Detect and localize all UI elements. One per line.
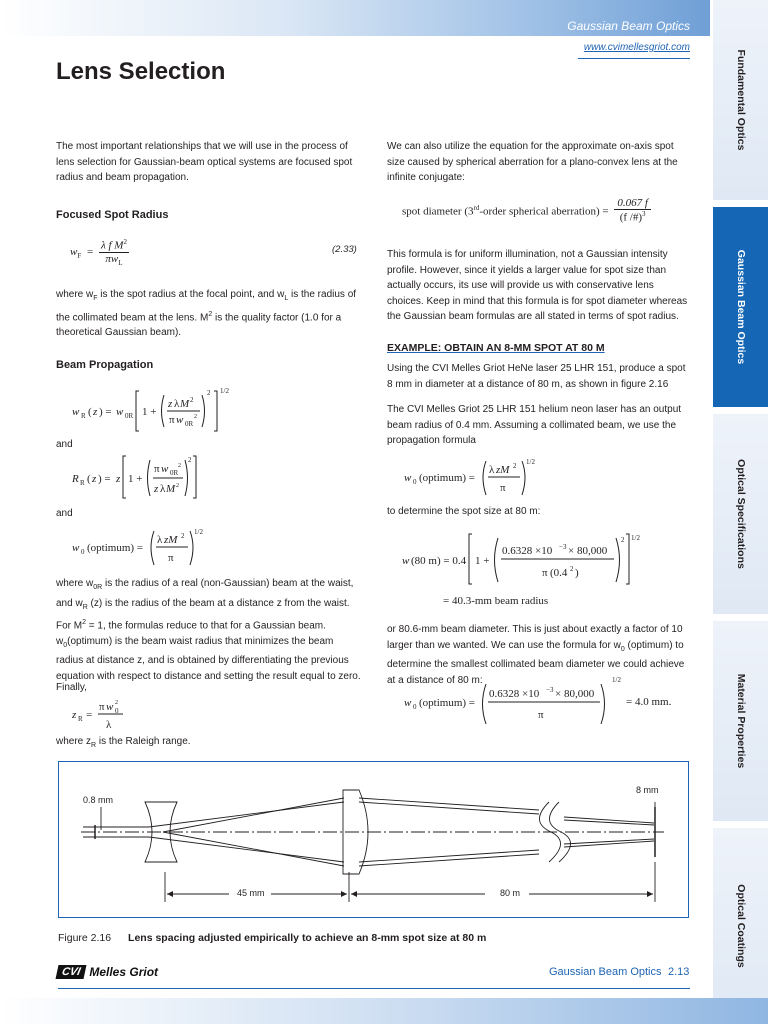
svg-text:w: w [116,406,124,418]
eq-denominator: πw [105,252,119,265]
and-text: and [56,508,73,519]
svg-text:× 80,000: × 80,000 [568,545,608,557]
svg-text:0R: 0R [170,469,179,477]
svg-text:−3: −3 [559,543,567,551]
svg-text:0R: 0R [185,420,194,428]
example-paragraph-2 [387,402,691,449]
equation-spot-at-80m [402,530,642,590]
equation-raleigh-range [70,694,130,734]
svg-text:0: 0 [81,548,85,556]
equation-optimum-result [402,680,612,730]
equation-focused-spot: $w_F$ = λ f $M^2$ $\pi w_L$ [70,238,127,267]
left-intro-text: The most important relationships that we will use in the process of lens selection for Gaussian-beam optical systems are focused spot radius and beam propagation. [56,141,353,183]
tab-optical-coatings[interactable] [713,828,768,1024]
eq-symbol: w [70,245,78,258]
svg-text:w: w [404,472,412,484]
figure-lens-diagram [58,761,689,918]
svg-text:π: π [154,463,160,475]
svg-text:λ: λ [106,719,112,731]
svg-text:(80 m) = 0.4: (80 m) = 0.4 [411,555,467,567]
propagation-description [56,576,362,684]
svg-text:π: π [168,552,174,564]
svg-text:z: z [92,473,97,485]
tab-label: Gaussian Beam Optics [734,249,747,365]
svg-text:−3: −3 [546,686,554,694]
svg-text:=: = [86,709,93,721]
text-run: is the radius of the collimated beam at the lens. M [56,289,357,323]
side-tabs [713,0,768,1024]
heading-beam-propagation: Beam Propagation [56,359,154,371]
svg-text:0: 0 [413,703,417,711]
svg-text:2: 2 [178,463,181,469]
svg-text:M: M [166,483,176,495]
example-heading: EXAMPLE: OBTAIN AN 8-MM SPOT AT 80 M [387,342,605,354]
footer-rule [58,988,690,989]
footer-band [0,998,768,1024]
svg-text:M: M [180,398,190,410]
svg-text:2: 2 [513,462,517,470]
text-sub: F [93,295,98,302]
left-intro [56,139,362,186]
svg-text:2: 2 [207,389,211,397]
tab-material-properties[interactable] [713,621,768,821]
svg-text:π: π [99,701,105,713]
svg-text:) =: ) = [99,406,112,418]
svg-text:(optimum) =: (optimum) = [419,697,476,709]
footer-page-number: 2.13 [668,966,690,978]
text-run: where w [56,289,94,300]
eq-sup: rd [473,203,480,212]
svg-text:R: R [72,473,79,485]
svg-text:1/2: 1/2 [631,534,640,542]
text-run: (optimum) to determine the smallest collimated beam diameter we could achieve at a distance of 80 m: [387,639,685,686]
svg-text:z: z [168,398,173,410]
svg-text:λ: λ [160,483,166,495]
equation-number: (2.33) [332,244,357,255]
svg-text:× 80,000: × 80,000 [555,688,595,700]
label-80m: 80 m [500,888,521,898]
svg-text:2: 2 [570,565,574,573]
lens-diagram-svg [59,762,690,919]
text-sub: 0 [63,641,68,649]
svg-text:w: w [161,463,169,475]
text-run: is the radius of a real (non-Gaussian) beam at the waist, and w [56,578,354,609]
svg-text:0.6328 ×10: 0.6328 ×10 [489,688,540,700]
tab-label: Fundamental Optics [734,49,747,151]
svg-text:0: 0 [413,478,417,486]
svg-text:z: z [154,483,159,495]
example-paragraph-1 [387,361,691,392]
label-0-8mm: 0.8 mm [83,795,114,805]
text-run: or 80.6-mm beam diameter. This is just about exactly a factor of 10 larger than we wanted. We can use the formula for w [387,624,683,651]
text-run: is the Raleigh range. [96,736,191,747]
svg-text:w: w [176,414,184,426]
svg-text:2: 2 [194,414,197,420]
figure-number: Figure 2.16 [58,932,112,944]
url-underline-rule [578,58,690,59]
eq-numerator: 0.067 f [617,197,648,209]
svg-text:R: R [78,715,83,723]
svg-text:1/2: 1/2 [220,387,229,395]
svg-text:zM: zM [496,464,510,476]
right-intro-text: We can also utilize the equation for the approximate on-axis spot size caused by spherical aberration for a plano-convex lens at the infinite conjugate: [387,141,678,183]
paragraph-text: The CVI Melles Griot 25 LHR 151 helium neon laser has an output beam radius of 0.4 mm. Assuming a collimated beam, we use the propagation formula [387,404,682,446]
text-run: where z [56,736,92,747]
tab-fundamental-optics[interactable] [713,0,768,200]
text-sub: R [82,603,88,611]
figure-caption [58,932,486,944]
final-result: = 4.0 mm. [626,696,672,708]
svg-text:2: 2 [115,700,118,706]
svg-text:λ: λ [157,534,163,546]
page-title: Lens Selection [56,58,226,85]
tab-optical-specifications[interactable] [713,414,768,614]
svg-text:1 +: 1 + [128,473,143,485]
beam-diameter-paragraph [387,622,691,688]
text-run: is the spot radius at the focal point, and w [97,289,285,300]
heading-focused-spot-radius: Focused Spot Radius [56,209,169,221]
text-run: = 1, the formulas reduce to that for a Gaussian beam. w [56,620,326,647]
result-beam-radius: = 40.3-mm beam radius [443,595,549,607]
label-8mm: 8 mm [636,785,659,795]
svg-text:z: z [93,406,98,418]
tab-label: Material Properties [734,673,747,769]
svg-text:(: ( [88,406,92,418]
finally-text: Finally, [56,682,87,693]
text-sub: R [91,742,97,749]
and-text: and [56,439,73,450]
eq-text: spot diameter (3 [402,205,474,218]
svg-text:2: 2 [181,532,185,540]
to-determine-text: to determine the spot size at 80 m: [387,506,541,517]
text-sub: L [284,295,289,302]
logo-cvi-box: CVI [56,965,87,979]
svg-text:2: 2 [190,396,194,404]
text-sup: 2 [208,310,213,318]
svg-text:w: w [402,555,410,567]
svg-text:R: R [81,412,86,420]
equation-radius-of-curvature [70,452,200,504]
text-run: (z) is the radius of the beam at a distance z from the waist. For M [56,597,350,632]
logo-wordmark: Melles Griot [89,965,159,979]
svg-text:(0.4: (0.4 [550,567,568,579]
svg-text:1/2: 1/2 [194,528,203,536]
svg-text:(optimum) =: (optimum) = [87,542,144,554]
eq-numerator: λ f M [100,239,124,252]
svg-text:π: π [542,567,548,579]
header-section-title: Gaussian Beam Optics [567,19,690,33]
uniform-illumination-note [387,247,691,325]
svg-text:λ: λ [174,398,180,410]
footer-section-name: Gaussian Beam Optics [549,966,662,978]
text-sub: 0R [93,584,103,591]
svg-text:w: w [106,701,114,713]
svg-text:(optimum) =: (optimum) = [419,472,476,484]
equation-optimum-waist-right [402,455,542,499]
eq-subscript: L [118,258,123,267]
equation-optimum-waist [70,525,210,569]
svg-text:π: π [169,414,175,426]
eq-sup: 3 [642,210,646,218]
equation-spot-diameter [402,197,651,224]
svg-text:1 +: 1 + [142,406,157,418]
svg-text:0.6328 ×10: 0.6328 ×10 [502,545,553,557]
text-run: is the quality factor (1.0 for a theoretical Gaussian beam). [56,311,342,339]
text-sub: 0 [620,645,625,653]
svg-text:2: 2 [621,536,625,544]
note-text: This formula is for uniform illumination, not a Gaussian intensity profile. However, since it yields a larger value for spot size than actually occurs, its use will provide us with conservative lens choices. Keep in mind that this formula is for spot diameter whereas the Gaussian beam formulas are all stated in terms of spot radius. [387,249,688,322]
svg-text:R: R [80,479,85,487]
svg-text:w: w [72,406,80,418]
eq-subscript: F [77,252,82,261]
svg-text:1 +: 1 + [475,555,490,567]
header-url-link[interactable]: www.cvimellesgriot.com [583,42,690,53]
equation-beam-radius [70,385,230,437]
figure-caption-text: Lens spacing adjusted empirically to achieve an 8-mm spot size at 80 m [128,932,487,944]
paragraph-text: Using the CVI Melles Griot HeNe laser 25 LHR 151, produce a spot 8 mm in diameter at a distance of 80 m, as shown in figure 2.16 [387,363,686,390]
exponent-half: 1/2 [612,676,621,684]
svg-text:z: z [116,473,121,485]
label-45mm: 45 mm [237,888,265,898]
svg-text:0: 0 [115,707,119,715]
svg-text:2: 2 [188,456,192,464]
svg-text:) =: ) = [98,473,111,485]
right-intro [387,139,691,186]
tab-gaussian-beam-optics[interactable] [713,207,768,407]
eq-text: -order spherical aberration) = [479,205,609,218]
text-run: (optimum) is the beam waist radius that minimizes the beam radius at distance z, and is obtained by differentiating the previous equation with respect to distance and setting the result equal to zero. [56,635,361,682]
svg-text:z: z [72,709,77,721]
svg-text:1/2: 1/2 [526,458,535,466]
svg-text:w: w [404,697,412,709]
svg-text:π: π [500,482,506,494]
tab-label: Optical Specifications [734,459,747,569]
svg-text:): ) [575,567,579,579]
svg-text:0R: 0R [125,412,134,420]
raleigh-description [56,734,362,754]
tab-label: Optical Coatings [734,884,747,968]
svg-text:λ: λ [489,464,495,476]
company-logo [57,965,158,979]
svg-text:w: w [72,542,80,554]
svg-text:π: π [538,709,544,721]
text-sup: 2 [82,619,87,626]
focused-description [56,287,362,341]
svg-text:zM: zM [164,534,178,546]
svg-text:(: ( [87,473,91,485]
text-run: where w [56,578,94,589]
eq-denominator: (f /#) [619,211,643,224]
svg-text:2: 2 [176,483,179,489]
